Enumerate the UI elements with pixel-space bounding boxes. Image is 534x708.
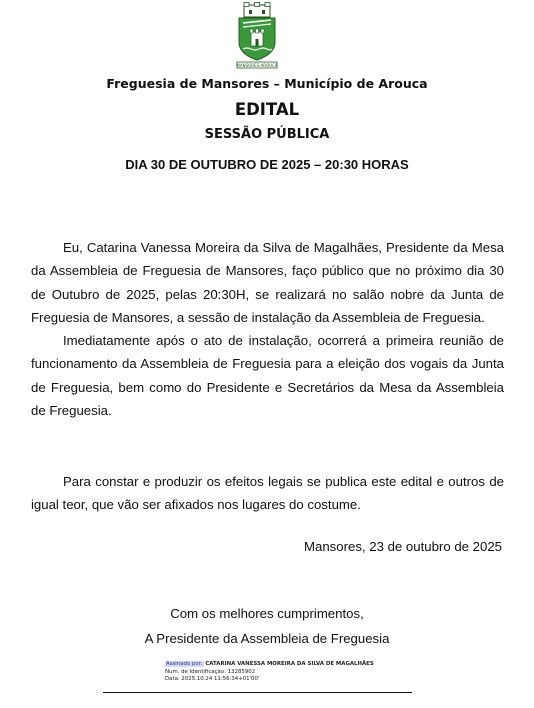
digital-signature-block — [165, 661, 374, 684]
paragraph-1: Eu, Catarina Vanessa Moreira da Silva de Magalhães, Presidente da Mesa da Assembleia de Freguesia de Mansores, faço público que no próximo dia 30 de Outubro de 2025, pelas 20:30H, se realizará no salão nobre da Junta de Freguesia de Mansores, a sessão de instalação da Assembleia de Freguesia. — [31, 240, 504, 325]
edital-body — [31, 236, 504, 422]
signature-id-value: 13285902 — [227, 668, 256, 675]
place-date: Mansores, 23 de outubro de 2025 — [304, 539, 502, 554]
crest-ribbon-text: MANSORES-AROUCA — [236, 62, 278, 68]
paragraph-2: Imediatamente após o ato de instalação, ocorrerá a primeira reunião de funcionamento da Assembleia de Freguesia para a eleição dos vogais da Junta de Freguesia, bem como do Presidente e Secretários da Mesa da Assembleia de Freguesia. — [31, 333, 504, 419]
coat-of-arms-icon — [234, 2, 280, 70]
signature-date-label: Data: — [165, 676, 180, 683]
signature-signed-by-name: CATARINA VANESSA MOREIRA DA SILVA DE MAGALHÃES — [205, 661, 374, 667]
session-datetime: DIA 30 DE OUTUBRO DE 2025 – 20:30 HORAS — [125, 157, 409, 172]
signature-date-value: 2025.10.24 11:56:34+01'00' — [181, 676, 260, 683]
edital-body-closing — [31, 470, 504, 517]
entity-title: Freguesia de Mansores – Município de Arouca — [106, 76, 428, 91]
closing-salutation: Com os melhores cumprimentos, — [170, 606, 364, 621]
signature-signed-by-label: Assinado por: — [166, 661, 203, 667]
document-type: EDITAL — [234, 100, 300, 119]
signature-id-label: Num. de Identificação: — [165, 668, 226, 675]
signature-id-row — [165, 669, 374, 677]
signature-date-row — [165, 676, 374, 684]
signature-line — [103, 692, 412, 693]
paragraph-3: Para constar e produzir os efeitos legais se publica este edital e outros de igual teor, que vão ser afixados nos lugares do costume. — [31, 474, 504, 513]
session-subtitle: SESSÃO PÚBLICA — [204, 127, 330, 142]
signer-title: A Presidente da Assembleia de Freguesia — [144, 631, 390, 646]
signature-signed-by-row — [165, 661, 374, 669]
